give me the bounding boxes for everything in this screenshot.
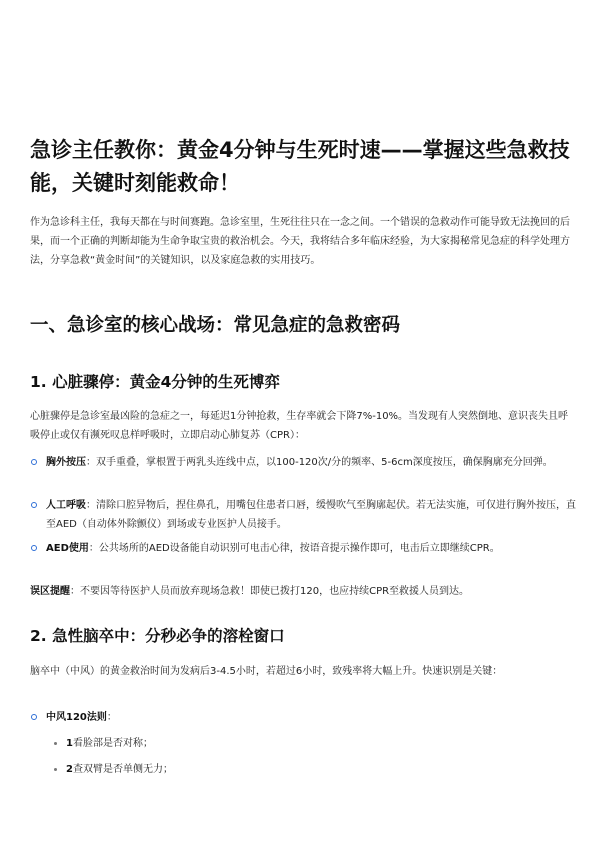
rule-number: 2 — [66, 764, 73, 775]
sub-list-item-face — [50, 734, 570, 753]
list-item-rescue-breathing — [30, 496, 578, 534]
intro-paragraph: 作为急诊科主任，我每天都在与时间赛跑。急诊室里，生死往往只在一念之间。一个错误的急救动作可能导致无法挽回的后果，而一个正确的判断却能为生命争取宝贵的救治机会。今天，我将结合多年临床经验，为大家揭秘常见急症的科学处理方法，分享急救“黄金时间”的关键知识，以及家庭急救的实用技巧。 — [30, 217, 570, 266]
warning-paragraph — [30, 582, 570, 601]
cardiac-arrest-paragraph: 心脏骤停是急诊室最凶险的急症之一，每延迟1分钟抢救，生存率就会下降7%-10%。当发现有人突然倒地、意识丧失且呼吸停止或仅有濒死叹息样呼吸时，立即启动心肺复苏（CPR）： — [30, 411, 569, 441]
item-text: ：公共场所的AED设备能自动识别可电击心律，按语音提示操作即可，电击后立即继续CPR。 — [88, 543, 500, 554]
rule-text: 看脸部是否对称； — [72, 738, 153, 749]
bullet-icon — [54, 742, 57, 745]
list-item-aed — [30, 539, 578, 558]
bullet-icon — [31, 714, 37, 720]
item-label: 中风120法则 — [46, 712, 107, 723]
item-text: ：双手重叠，掌根置于两乳头连线中点，以100-120次/分的频率、5-6cm深度按压，确保胸廓充分回弹。 — [86, 457, 553, 468]
bullet-icon — [31, 545, 37, 551]
item-label: 人工呼吸 — [46, 500, 86, 511]
bullet-icon — [31, 459, 37, 465]
article-title: 急诊主任教你：黄金4分钟与生死时速——掌握这些急救技能，关键时刻能救命！ — [30, 138, 570, 195]
subsection-2-heading: 2. 急性脑卒中：分秒必争的溶栓窗口 — [30, 627, 285, 645]
stroke-paragraph: 脑卒中（中风）的黄金救治时间为发病后3-4.5小时，若超过6小时，致残率将大幅上升。快速识别是关键： — [30, 666, 503, 677]
bullet-icon — [31, 502, 37, 508]
item-label: 胸外按压 — [46, 457, 86, 468]
rule-number: 1 — [66, 738, 73, 749]
list-item-chest-compression — [30, 453, 578, 472]
warning-text: ：不要因等待医护人员而放弃现场急救！即使已拨打120，也应持续CPR至救援人员到达。 — [70, 586, 470, 597]
section-1-heading: 一、急诊室的核心战场：常见急症的急救密码 — [30, 315, 401, 336]
item-text: ： — [106, 712, 117, 723]
item-text: ：清除口腔异物后，捏住鼻孔，用嘴包住患者口唇，缓慢吹气至胸廓起伏。若无法实施，可仅进行胸外按压，直至AED（自动体外除颤仪）到场或专业医护人员接手。 — [46, 500, 576, 530]
warning-label: 误区提醒 — [30, 586, 70, 597]
sub-list-item-arms — [50, 760, 570, 779]
bullet-icon — [54, 768, 57, 771]
rule-text: 查双臂是否单侧无力； — [72, 764, 173, 775]
list-item-stroke-rule — [30, 708, 578, 727]
subsection-1-heading: 1. 心脏骤停：黄金4分钟的生死博弈 — [30, 373, 280, 391]
item-label: AED使用 — [46, 543, 89, 554]
